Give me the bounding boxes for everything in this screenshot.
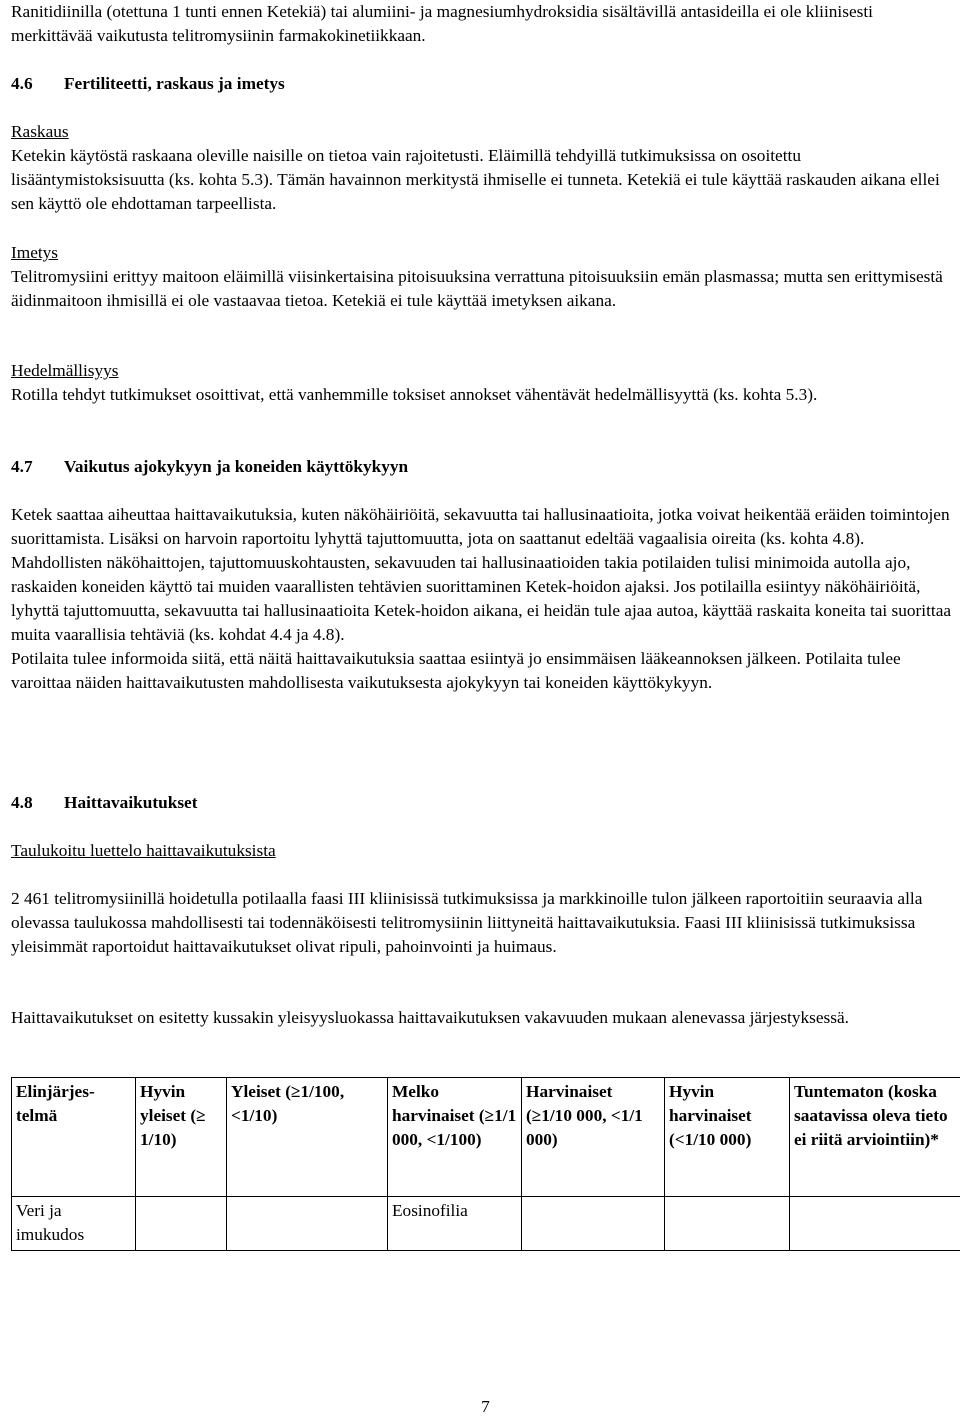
pregnancy-heading: Raskaus bbox=[11, 120, 956, 144]
tabulated-subheading-block bbox=[11, 839, 956, 863]
fertility-heading: Hedelmällisyys bbox=[11, 359, 956, 383]
section-4-8 bbox=[11, 791, 956, 815]
table-header-cell: Elinjärjes-telmä bbox=[12, 1078, 136, 1197]
adverse-reactions-table bbox=[11, 1077, 960, 1251]
table-cell: Eosinofilia bbox=[388, 1197, 522, 1251]
table-cell bbox=[136, 1197, 227, 1251]
driving-paragraph-2: Potilaita tulee informoida siitä, että näitä haittavaikutuksia saattaa esiintyä jo ensimmäisen lääkeannoksen jälkeen. Potilaita tulee varoittaa näiden haittavaikutusten mahdollisesta vaikutuksesta ajokykyyn tai koneiden käyttökykyyn. bbox=[11, 647, 956, 695]
table-header-cell: Hyvin yleiset (≥ 1/10) bbox=[136, 1078, 227, 1197]
table-header-row bbox=[12, 1078, 960, 1197]
section-number: 4.8 bbox=[11, 791, 64, 815]
table-row bbox=[12, 1197, 960, 1251]
section-number: 4.7 bbox=[11, 455, 64, 479]
table-header-cell: Melko harvinaiset (≥1/1 000, <1/100) bbox=[388, 1078, 522, 1197]
table-header-cell: Tuntematon (koska saatavissa oleva tieto ei riitä arviointiin)* bbox=[790, 1078, 960, 1197]
section-title: Vaikutus ajokykyyn ja koneiden käyttökykyyn bbox=[64, 457, 408, 476]
intro-section bbox=[11, 0, 956, 48]
driving-paragraph-1: Ketek saattaa aiheuttaa haittavaikutuksia, kuten näköhäiriöitä, sekavuutta tai hallusinaatioita, jotka voivat heikentää eräiden toimintojen suorittamista. Lisäksi on harvoin raportoitu lyhyttä tajuttomuutta, jota on saattanut edeltää vagaalisia oireita (ks. kohta 4.8). Mahdollisten näköhaittojen, tajuttomuuskohtausten, sekavuuden tai hallusinaatioiden takia potilaiden tulisi minimoida autolla ajo, raskaiden koneiden käyttö tai muiden vaarallisten tehtävien suorittaminen Ketek-hoidon ajaksi. Jos potilailla esiintyy näköhäiriöitä, lyhyttä tajuttomuutta, sekavuutta tai hallusinaatioita Ketek-hoidon aikana, ei heidän tule ajaa autoa, käyttää raskaita koneita tai suorittaa muita vaarallisia tehtäviä (ks. kohdat 4.4 ja 4.8). bbox=[11, 503, 956, 647]
table-cell bbox=[665, 1197, 790, 1251]
section-number: 4.6 bbox=[11, 72, 64, 96]
adverse-order-block bbox=[11, 1006, 956, 1030]
table-header-cell: Yleiset (≥1/100, <1/10) bbox=[227, 1078, 388, 1197]
fertility-text: Rotilla tehdyt tutkimukset osoittivat, että vanhemmille toksiset annokset vähentävät hedelmällisyyttä (ks. kohta 5.3). bbox=[11, 383, 956, 407]
table-header-cell: Hyvin harvinaiset (<1/10 000) bbox=[665, 1078, 790, 1197]
section-heading bbox=[11, 72, 956, 96]
pregnancy-text: Ketekin käytöstä raskaana oleville naisille on tietoa vain rajoitetusti. Eläimillä tehdyillä tutkimuksissa on osoitettu lisääntymistoksisuutta (ks. kohta 5.3). Tämän havainnon merkitystä ihmiselle ei tunneta. Ketekiä ei tule käyttää raskauden aikana ellei sen käyttö ole ehdottaman tarpeellista. bbox=[11, 144, 956, 216]
intro-paragraph: Ranitidiinilla (otettuna 1 tunti ennen Ketekiä) tai alumiini- ja magnesiumhydroksidia sisältävillä antasideilla ei ole kliinisesti merkittävää vaikutusta telitromysiinin farmakokinetiikkaan. bbox=[11, 0, 956, 48]
pregnancy-block bbox=[11, 120, 956, 216]
adverse-intro-block bbox=[11, 887, 956, 959]
table-header-cell: Harvinaiset (≥1/10 000, <1/1 000) bbox=[522, 1078, 665, 1197]
section-heading bbox=[11, 455, 956, 479]
section-title: Fertiliteetti, raskaus ja imetys bbox=[64, 74, 285, 93]
driving-block bbox=[11, 503, 956, 695]
adverse-paragraph-2: Haittavaikutukset on esitetty kussakin yleisyysluokassa haittavaikutuksen vakavuuden mukaan alenevassa järjestyksessä. bbox=[11, 1006, 956, 1030]
section-4-6 bbox=[11, 72, 956, 96]
table-cell bbox=[790, 1197, 960, 1251]
fertility-block bbox=[11, 359, 956, 407]
page-number: 7 bbox=[11, 1395, 960, 1419]
table-cell bbox=[522, 1197, 665, 1251]
lactation-heading: Imetys bbox=[11, 241, 956, 265]
table-cell bbox=[227, 1197, 388, 1251]
table-cell: Veri ja imukudos bbox=[12, 1197, 136, 1251]
adverse-paragraph-1: 2 461 telitromysiinillä hoidetulla potilaalla faasi III kliinisissä tutkimuksissa ja markkinoille tulon jälkeen raportoitiin seuraavia alla olevassa taulukossa mahdollisesti tai todennäköisesti telitromysiinin liittyneitä haittavaikutuksia. Faasi III kliinisissä tutkimuksissa yleisimmät raportoidut haittavaikutukset olivat ripuli, pahoinvointi ja huimaus. bbox=[11, 887, 956, 959]
section-heading bbox=[11, 791, 956, 815]
lactation-block bbox=[11, 241, 956, 313]
section-title: Haittavaikutukset bbox=[64, 793, 197, 812]
tabulated-subheading: Taulukoitu luettelo haittavaikutuksista bbox=[11, 839, 956, 863]
lactation-text: Telitromysiini erittyy maitoon eläimillä viisinkertaisina pitoisuuksina verrattuna pitoisuuksiin emän plasmassa; mutta sen erittymisestä äidinmaitoon ihmisillä ei ole vastaavaa tietoa. Ketekiä ei tule käyttää imetyksen aikana. bbox=[11, 265, 956, 313]
section-4-7 bbox=[11, 455, 956, 479]
